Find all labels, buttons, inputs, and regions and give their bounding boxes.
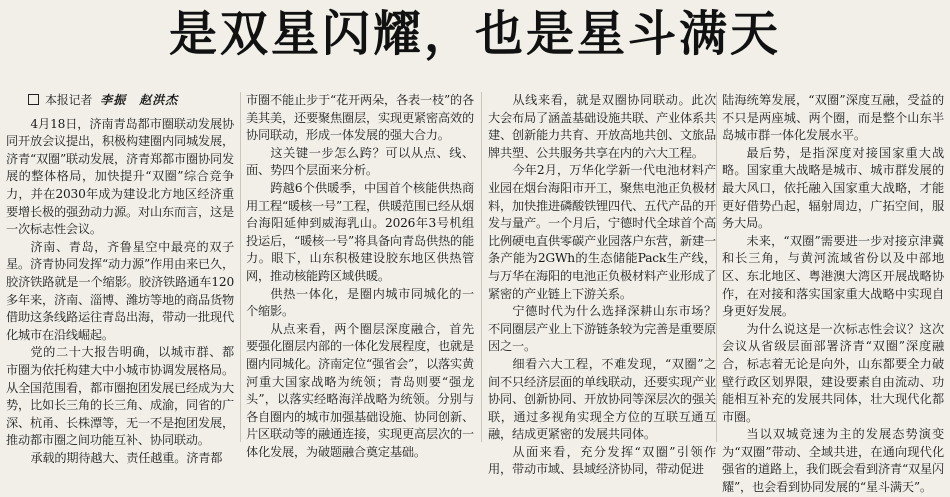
column-divider (481, 92, 482, 442)
paragraph: 跨越6个供暖季，中国首个核能供热商用工程“暖核一号”工程，供暖范围已经从烟台海阳延伸到威海乳山。2026年3号机组投运后，“暖核一号”将具备向青岛供热的能力。眼下，山东积极建设胶东地区供热管网，推动核能跨区域供暖。 (246, 180, 474, 283)
article-column-4 (722, 92, 944, 495)
headline: 是双星闪耀，也是星斗满天 (168, 6, 781, 62)
paragraph: 未来，“双圈”需要进一步对接京津冀和长三角，与黄河流域省份以及中部地区、东北地区、粤港澳大湾区开展战略协作，在对接和落实国家重大战略中实现自身更好发展。 (722, 233, 944, 319)
paragraph: 市圈不能止步于“花开两朵，各表一枝”的各美其美，还要聚焦圈层，实现更紧密高效的协同联动，形成一体发展的强大合力。 (246, 93, 474, 143)
paragraph: 宁德时代为什么选择深耕山东市场？不同圈层产业上下游链条较为完善是重要原因之一。 (488, 304, 716, 354)
byline (6, 92, 234, 110)
paragraph: 从线来看，就是双圈协同联动。此次大会布局了涵盖基础设施共联、产业体系共建、创新能力共育、开放高地共创、文旅品牌共塑、公共服务共享在内的六大工程。 (488, 93, 716, 160)
paragraph: 陆海统筹发展，“双圈”深度互融，受益的不只是两座城、两个圈，而是整个山东半岛城市群一体化发展水平。 (722, 93, 944, 143)
paragraph: 4月18日，济南青岛都市圈联动发展协同开放会议提出，积极构建圈内同城发展，济青“双圈”联动发展，济青郑都市圈协同发展的整体格局，加快提升“双圈”综合竞争力，并在2030年成为建设北方地区经济重要增长极的强劲动力源。对山东而言，这是一次标志性会议。 (6, 116, 234, 237)
paragraph: 为什么说这是一次标志性会议？这次会议从省级层面部署济青“双圈”深度融合，标志着无论是向外，山东都要全力破壁行政区划界限，建设要素自由流动、功能相互补充的发展共同体，壮大现代化都市圈。 (722, 321, 944, 424)
paragraph: 今年2月，万华化学新一代电池材料产业园在烟台海阳市开工，聚焦电池正负极材料，加快推进磷酸铁锂四代、五代产品的开发与量产。一个月后，宁德时代全球首个高比例硬电直供零碳产业园落户东营，新建一条产能为2GWh的生态储能Pack生产线，与万华在海阳的电池正负极材料产业形成了紧密的产业链上下游关系。 (488, 163, 716, 301)
article-column-1 (6, 92, 234, 465)
paragraph: 最后势，是指深度对接国家重大战略。国家重大战略是城市、城市群发展的最大风口，依托融入国家重大战略，才能更好借势凸起，辐射周边，广拓空间，服务大局。 (722, 145, 944, 231)
byline-label: 本报记者 (45, 93, 93, 107)
paragraph: 当以双城竞速为主的发展态势演变为“双圈”带动、全域共进，在通向现代化强省的道路上，我们既会看到济青“双星闪耀”，也会看到协同发展的“星斗满天”。 (722, 427, 944, 495)
paragraph: 从点来看，两个圈层深度融合，首先要强化圈层内部的一体化发展程度，也就是圈内同城化。济南定位“强省会”，以落实黄河重大国家战略为统领；青岛则要“强龙头”，以落实经略海洋战略为统领。分别与各自圈内的城市加强基础设施、协同创新、片区联动等的融通连接，实现更高层次的一体化发展，为破题融合奠定基础。 (246, 321, 474, 459)
article-column-3 (488, 92, 716, 477)
byline-authors: 李振 赵洪杰 (100, 93, 179, 107)
square-bullet-icon (28, 94, 39, 105)
paragraph: 细看六大工程，不难发现，“双圈”之间不只经济层面的单线联动，还要实现产业协同、创新协同、开放协同等深层次的强关联，通过多视角实现全方位的互联互通互融，结成更紧密的发展共同体。 (488, 356, 716, 442)
paragraph: 党的二十大报告明确，以城市群、都市圈为依托构建大中小城市协调发展格局。从全国范围看，都市圈抱团发展已经成为大势，比如长三角的长三角、成渝，同省的广深、杭甬、长株潭等，无一不是抱团发展，推动都市圈之间功能互补、协同联动。 (6, 345, 234, 448)
paragraph: 承载的期待越大、责任越重。济青都 (30, 450, 223, 465)
article-column-2 (246, 92, 474, 459)
paragraph: 这关键一步怎么跨？可以从点、线、面、势四个层面来分析。 (246, 145, 474, 178)
column-divider (240, 92, 241, 442)
paragraph: 济南、青岛，齐鲁星空中最亮的双子星。济青协同发挥“动力源”作用由来已久，胶济铁路就是一个缩影。胶济铁路通车120多年来，济南、淄博、潍坊等地的商品货物借助这条线路运往青岛出海，带动一批现代化城市在沿线崛起。 (6, 239, 234, 342)
paragraph: 从面来看，充分发挥“双圈”引领作用，带动市域、县域经济协同，带动促进 (488, 444, 716, 477)
column-divider (716, 92, 717, 442)
paragraph: 供热一体化，是圈内城市同城化的一个缩影。 (246, 286, 474, 319)
